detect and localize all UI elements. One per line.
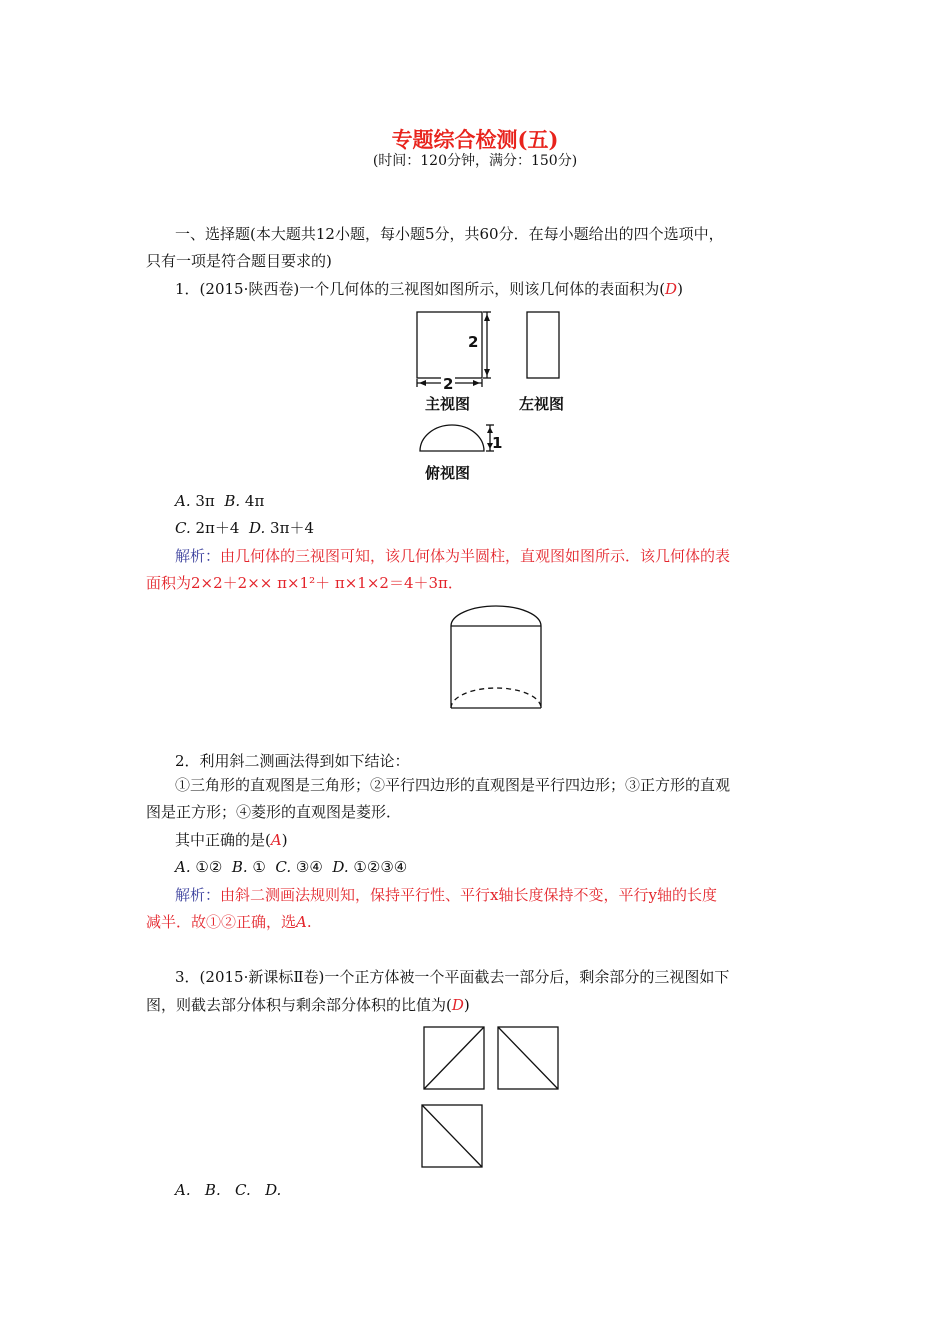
q1-analysis-text1: 由几何体的三视图可知，该几何体为半圆柱，直观图如图所示．该几何体的表 — [220, 547, 731, 565]
q1-answer: D — [665, 280, 678, 298]
q2-prompt-text: 其中正确的是( — [175, 831, 271, 849]
dim-height-label: 2 — [468, 333, 479, 351]
q3-option-c: C. — [235, 1181, 251, 1199]
q2-line2: ①三角形的直观图是三角形；②平行四边形的直观图是平行四边形；③正方形的直观 — [175, 776, 731, 794]
q1-option-c-letter: C. — [175, 519, 191, 537]
q2-analysis-period: . — [306, 913, 312, 931]
q2-option-d-value: ①②③④ — [353, 858, 408, 876]
q2-prompt-close: ) — [281, 831, 288, 849]
q3-stem-close: ) — [463, 996, 470, 1014]
q1-analysis-line1 — [175, 546, 730, 566]
q1-option-d-letter: D. — [249, 519, 266, 537]
left-view-rect — [527, 312, 559, 378]
section-intro-line2: 只有一项是符合题目要求的) — [146, 252, 332, 270]
q1-stem-close: ) — [677, 280, 683, 298]
q3-option-a: A. — [175, 1181, 191, 1199]
q2-analysis-line1 — [175, 885, 717, 905]
q2-analysis-text1: 由斜二测画法规则知，保持平行性、平行x轴长度保持不变，平行y轴的长度 — [220, 886, 717, 904]
q2-analysis-text2: 减半．故①②正确，选 — [146, 913, 297, 931]
q1-options-row2 — [175, 518, 314, 538]
q3-stem-text: 图，则截去部分体积与剩余部分体积的比值为( — [146, 996, 452, 1014]
q3-three-view-figure — [418, 1023, 568, 1173]
q3-options — [175, 1180, 281, 1200]
q3-option-b: B. — [204, 1181, 221, 1199]
q1-stem-text: 1．(2015·陕西卷)一个几何体的三视图如图所示，则该几何体的表面积为( — [175, 280, 666, 298]
top-view-label: 俯视图 — [425, 464, 471, 482]
q2-option-b-letter: B. — [231, 858, 248, 876]
q3-stem-line2 — [146, 995, 470, 1015]
q2-stem: 2．利用斜二测画法得到如下结论： — [175, 752, 410, 770]
q2-line3: 图是正方形；④菱形的直观图是菱形． — [146, 803, 402, 821]
front-view-label: 主视图 — [425, 395, 471, 413]
q2-analysis-answer: A — [296, 913, 307, 931]
q1-analysis-line2: 面积为2×2＋2×× π×1²＋ π×1×2＝4＋3π． — [146, 574, 463, 592]
q2-option-d-letter: D. — [332, 858, 349, 876]
q1-option-d-value: 3π＋4 — [270, 519, 314, 537]
q2-options — [175, 857, 407, 877]
q2-option-c-letter: C. — [275, 858, 292, 876]
q1-option-b-value: 4π — [244, 492, 265, 510]
top-view-semicircle — [420, 425, 484, 451]
q1-options-row1 — [175, 491, 264, 511]
q2-option-b-value: ① — [252, 858, 266, 876]
q3-answer: D — [451, 996, 464, 1014]
q1-option-c-value: 2π＋4 — [195, 519, 240, 537]
q1-option-b-letter: B. — [224, 492, 241, 510]
q2-option-a-value: ①② — [195, 858, 223, 876]
dim-radius-label: 1 — [492, 434, 503, 452]
q2-analysis-line2 — [146, 912, 312, 932]
q2-prompt — [175, 830, 288, 850]
q1-half-cylinder-figure — [446, 604, 546, 714]
section-intro-line1: 一、选择题(本大题共12小题，每小题5分，共60分．在每小题给出的四个选项中， — [175, 225, 724, 243]
q1-option-a-value: 3π — [195, 492, 215, 510]
q3-option-d: D. — [265, 1181, 282, 1199]
page-subtitle: (时间：120分钟，满分：150分) — [372, 153, 578, 169]
q3-stem-line1: 3．(2015·新课标Ⅱ卷)一个正方体被一个平面截去一部分后，剩余部分的三视图如下 — [175, 968, 730, 986]
q1-analysis-label: 解析： — [175, 547, 221, 565]
q1-stem — [175, 279, 683, 299]
q2-answer: A — [270, 831, 282, 849]
q2-analysis-label: 解析： — [175, 886, 221, 904]
q2-option-a-letter: A. — [175, 858, 191, 876]
dim-width-label: 2 — [443, 375, 454, 393]
page-title: 专题综合检测(五) — [391, 127, 559, 152]
q1-option-a-letter: A. — [175, 492, 191, 510]
left-view-label: 左视图 — [519, 395, 565, 413]
q2-option-c-value: ③④ — [295, 858, 323, 876]
